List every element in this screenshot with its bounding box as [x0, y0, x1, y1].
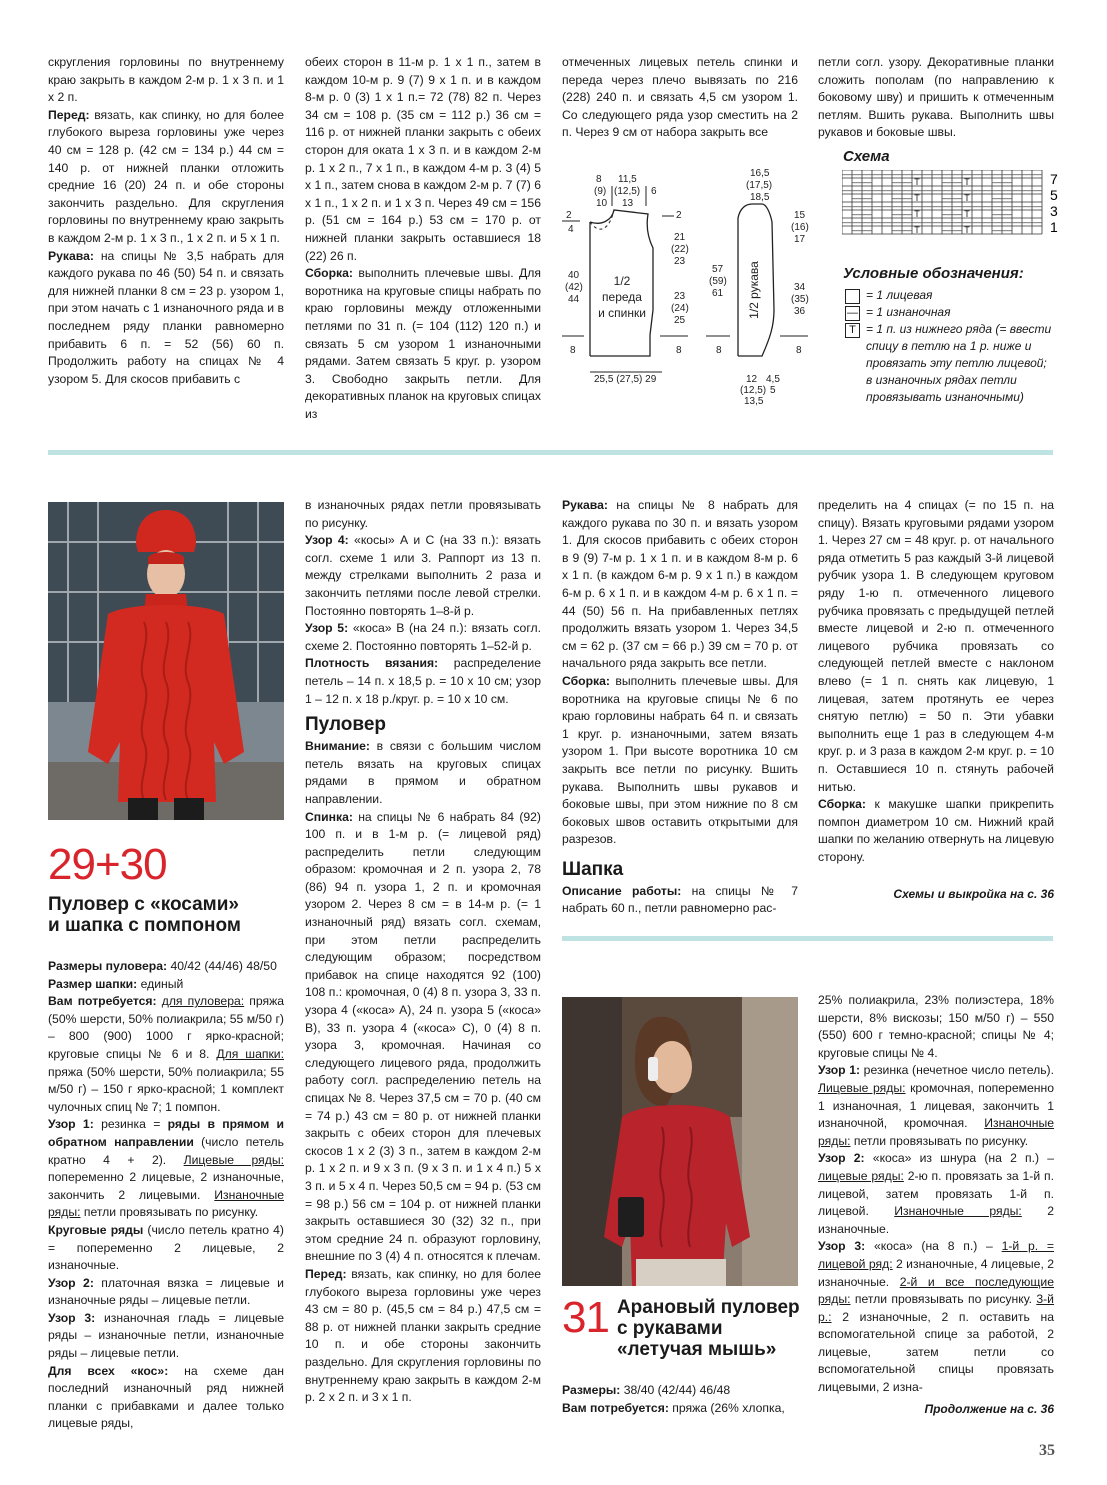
dim-label: 8 [596, 174, 602, 185]
footer-reference: Продолжение на с. 36 [924, 1402, 1054, 1416]
dim-label: (22) [671, 244, 689, 255]
svg-text:—: — [942, 185, 952, 195]
pattern-diagram [556, 160, 816, 410]
paragraph: обеих сторон в 11-м р. 1 х 1 п., затем в каждом 10-м р. 9 (7) 9 х 1 п. и в каждом 8-м р. 0 (3) 1 х 1 п.= 72 (78) 82 п. Через 34 см = 108 р. (35 см = 112 р.) 36 см = 116 р. от нижней планки закрыть с обеих сторон для оката 1 х 3 п. и в каждом 2-м р. 1 х 2 п., 7 х 1 п., в каждом 4-м р. 3 (4) 5 х 1 п., затем снова в каждом 2-м р. 7 (7) 6 х 1 п., 1 х 2 п. и 1 х 3 п. Через 49 см = 156 р. (51 см = 164 р.) 53 см = 170 р. от нижней планки закрыть оставшиеся 18 (22) 26 п. [305, 55, 542, 263]
svg-text:—: — [942, 193, 952, 203]
paragraph: Для всех «кос»: на схеме дан последний изнаночный ряд нижней планки с прибавками и далее только лицевые ряды, [48, 1363, 284, 1431]
svg-text:—: — [852, 193, 862, 203]
paragraph: Сборка: к макушке шапки прикрепить помпон диаметром 10 см. Нижний край шапки по желанию отвернуть на лицевую сторону. [818, 797, 1054, 864]
column-part [818, 497, 1054, 866]
svg-text:—: — [1032, 170, 1042, 179]
top-column-4 [818, 54, 1054, 142]
dim-label: (42) [565, 282, 583, 293]
svg-text:—: — [862, 177, 872, 187]
svg-text:—: — [952, 177, 962, 187]
project-1-column-4 [818, 497, 1054, 866]
legend [845, 287, 1055, 406]
svg-text:—: — [962, 185, 972, 195]
svg-text:—: — [852, 225, 862, 235]
svg-text:—: — [882, 201, 892, 211]
dim-label: (17,5) [746, 180, 773, 191]
product-photo-red-sweater [48, 502, 284, 820]
legend-text: = 1 изнаночная [866, 305, 951, 319]
schema-title: Схема [843, 148, 890, 165]
svg-text:—: — [882, 217, 892, 227]
paragraph: Узор 5: «коса» В (на 24 п.): вязать согл. схеме 2. Постоянно повторять 1–52-й р. [305, 621, 541, 653]
svg-text:—: — [1012, 185, 1022, 195]
paragraph: отмеченных лицевых петель спинки и переда через плечо вывязать по 216 (228) 240 п. и связать 4,5 см узором 1. Со следующего ряда узор сместить на 2 п. Через 9 см от набора закрыть все [562, 55, 798, 140]
top-column-1 [48, 54, 284, 388]
svg-text:—: — [1002, 170, 1012, 179]
svg-text:—: — [962, 201, 972, 211]
schema-row-number: 7 [1050, 171, 1058, 187]
section-divider [48, 450, 1053, 455]
column-part [305, 497, 541, 708]
paragraph: Узор 2: «коса» из шнура (на 2 п.) – лицевые ряды: 2-ю п. провязать за 1-й п. лицевой, затем провязать 1-й п. лицевой. Изнаночные ряды: 2 изнаночные. [818, 1151, 1055, 1236]
paragraph: Перед: вязать, как спинку, но для более глубокого выреза горловины уже через 43 см = 80 р. (45,5 см = 84 р.) 47,5 см = 88 р. от нижней планки закрыть средние 10 п. и обе стороны закончить раздельно. Для скругления горловины по внутреннему краю закрыть в каждом 2-м р. 2 х 2 п. и 3 х 1 п. [305, 1266, 541, 1405]
top-column-2 [305, 54, 541, 423]
dim-label: (16) [791, 222, 809, 233]
project-1-column-2 [305, 497, 541, 1407]
purl-symbol-icon: — [847, 307, 858, 319]
dim-label: 13,5 [744, 396, 764, 407]
dim-label: 8 [716, 345, 722, 356]
svg-text:—: — [922, 217, 932, 227]
legend-item [845, 321, 1055, 406]
legend-text: = 1 лицевая [866, 288, 933, 302]
svg-text:—: — [952, 217, 962, 227]
svg-text:—: — [962, 217, 972, 227]
dim-label: 12 [746, 374, 758, 385]
svg-text:—: — [902, 201, 912, 211]
svg-text:T: T [964, 177, 970, 187]
paragraph: Плотность вязания: распределение петель – 14 п. х 18,5 р. = 10 х 10 см; узор 1 – 12 п. х 18 р./круг. р. = 10 х 10 см. [305, 656, 541, 706]
svg-text:—: — [1032, 217, 1042, 227]
svg-text:—: — [862, 185, 872, 195]
project-2-column-3 [562, 1382, 798, 1417]
svg-text:—: — [852, 177, 862, 187]
body-label: и спинки [598, 306, 646, 320]
svg-text:—: — [892, 225, 902, 235]
paragraph: Внимание: в связи с большим числом петель вязать на круговых спицах рядами в прямом и обратном направлении. [305, 739, 541, 806]
dim-label: 13 [622, 198, 634, 209]
dim-label: 25,5 (27,5) 29 [594, 374, 657, 385]
project-number: 31 [562, 1293, 609, 1342]
dim-label: 61 [712, 288, 724, 299]
dim-label: 21 [674, 232, 686, 243]
project-1-column-3 [562, 497, 798, 918]
svg-text:—: — [932, 217, 942, 227]
dim-label: 16,5 [750, 168, 770, 179]
svg-text:—: — [922, 185, 932, 195]
svg-text:—: — [842, 185, 852, 195]
svg-text:—: — [852, 201, 862, 211]
svg-text:—: — [992, 217, 1002, 227]
svg-text:T: T [964, 209, 970, 219]
svg-text:—: — [952, 193, 962, 203]
svg-text:—: — [942, 170, 952, 179]
svg-text:—: — [992, 201, 1002, 211]
column-part [305, 738, 541, 1407]
svg-text:—: — [932, 185, 942, 195]
project-title: Пуловер с «косами» [48, 894, 239, 915]
svg-text:—: — [912, 170, 922, 179]
svg-text:—: — [882, 185, 892, 195]
section-divider [562, 936, 1053, 941]
svg-text:—: — [892, 201, 902, 211]
body-label: переда [602, 290, 642, 304]
schema-row-number: 1 [1050, 219, 1058, 235]
svg-text:—: — [902, 209, 912, 219]
svg-text:T: T [914, 177, 920, 187]
paragraph: Рукава: на спицы № 3,5 набрать для каждого рукава по 46 (50) 54 п. и связать для нижней планки 8 см = 23 р. узором 1, при этом начать с 1 изнаночного ряда и в последнем ряду планки равномерно прибавить 6 п. = 52 (56) 60 п. Продолжить работу на спицах № 4 узором 5. Для скосов прибавить с [48, 248, 284, 386]
svg-text:—: — [862, 217, 872, 227]
svg-text:—: — [1032, 201, 1042, 211]
dim-label: 17 [794, 234, 806, 245]
svg-text:—: — [952, 185, 962, 195]
section-heading-shapka: Шапка [562, 858, 624, 880]
column-part [562, 883, 798, 918]
dim-label: 8 [676, 345, 682, 356]
svg-text:—: — [842, 201, 852, 211]
paragraph: Узор 1: резинка (нечетное число петель). Лицевые ряды: кромочная, попеременно 1 изнаночная, 1 лицевая, закончить 1 изнаночной, кромочная. Изнаночные ряды: петли провязывать по рисунку. [818, 1063, 1054, 1148]
paragraph: пределить на 4 спицах (= по 15 п. на спицу). Вязать круговыми рядами узором 1. Через 27 см = 48 круг. р. от начального ряда отметить 5 раз каждый 3-й лицевой рубчик узора 1. В следующем круговом ряду 1-ю п. отмеченного лицевого рубчика провязать с предыдущей петлей вместе лицевой и 2-ю п. отмеченного лицевого рубчика провязать со следующей петлей вместе с наклоном влево (= 1 п. снять как лицевую, 1 лицевая, затем протянуть ее через снятую петлю) = 50 п. Эти убавки выполнить еще 1 раз в следующем 4-м круг. р. и 3 раза в каждом 2-м круг. р. = 10 п. Оставшиеся 10 п. стянуть рабочей нитью. [818, 498, 1054, 794]
svg-text:—: — [942, 209, 952, 219]
svg-text:—: — [1002, 177, 1012, 187]
svg-text:—: — [852, 185, 862, 195]
svg-text:—: — [912, 185, 922, 195]
svg-text:—: — [1002, 209, 1012, 219]
product-photo-aran-sweater [562, 997, 798, 1286]
project-title: и шапка с помпоном [48, 915, 241, 936]
dim-label: 15 [794, 210, 806, 221]
svg-text:—: — [862, 201, 872, 211]
dim-label: 18,5 [750, 192, 770, 203]
body-label: 1/2 [613, 274, 631, 288]
project-1-heading [48, 842, 288, 936]
svg-text:—: — [1012, 217, 1022, 227]
svg-text:—: — [992, 170, 1002, 179]
svg-text:—: — [1002, 201, 1012, 211]
svg-text:—: — [962, 170, 972, 179]
svg-text:—: — [872, 185, 882, 195]
svg-text:—: — [862, 170, 872, 179]
dim-label: (59) [709, 276, 727, 287]
dim-label: 36 [794, 306, 806, 317]
paragraph: Перед: вязать, как спинку, но для более глубокого выреза горловины уже через 40 см = 128 р. (42 см = 134 р.) 44 см = 140 р. от нижней планки отложить средние 16 (20) 24 п. и обе стороны закончить раздельно. Для скругления горловины по внутреннему краю закрыть в каждом 2-м р. 1 х 3 п., 1 х 2 п. и 5 х 1 п. [48, 107, 284, 245]
paragraph: 25% полиакрила, 23% полиэстера, 18% шерсти, 8% вискозы; 150 м/50 г) – 550 (550) 600 г темно-красной; спицы № 4; круговые спицы № 4. [818, 993, 1054, 1060]
page-number: 35 [1039, 1442, 1055, 1459]
dim-label: 11,5 [618, 174, 637, 185]
dim-label: 10 [596, 198, 608, 209]
svg-text:T: T [964, 193, 970, 203]
dim-label: 5 [770, 385, 776, 396]
svg-text:—: — [972, 185, 982, 195]
paragraph: Узор 4: «косы» А и С (на 33 п.): вязать согл. схеме 1 или 3. Раппорт из 13 п. между стрелками выполнить 2 раза и закончить петлями после левой стрелки. Постоянно повторять 1–8-й р. [305, 533, 541, 618]
svg-text:—: — [1022, 170, 1032, 179]
sleeve-label: 1/2 рукава [747, 261, 761, 319]
svg-text:—: — [992, 225, 1002, 235]
svg-text:—: — [932, 170, 942, 179]
dim-label: 23 [674, 256, 686, 267]
svg-text:—: — [982, 185, 992, 195]
project-1-column-1 [48, 958, 284, 1433]
dim-label: 8 [570, 345, 576, 356]
paragraph: Вам потребуется: для пуловера: пряжа (50% шерсти, 50% полиакрила; 55 м/50 г) – 800 (900) 1000 г ярко-красной; круговые спицы № 6 и 8. Для шапки: пряжа (50% шерсти, 50% полиакрила; 55 м/50 г) – 150 г ярко-красной; 1 комплект чулочных спиц № 7; 1 помпон. [48, 994, 285, 1114]
top-column-3 [562, 54, 798, 142]
svg-text:—: — [952, 170, 962, 179]
svg-text:—: — [872, 201, 882, 211]
svg-text:—: — [972, 217, 982, 227]
paragraph: Узор 3: «коса» (на 8 п.) – 1-й р. = лицевой ряд: 2 изнаночные, 4 лицевые, 2 изнаночные. 2-й и все последующие ряды: петли провязывать по рисунку. 3-й р.: 2 изнаночные, 2 п. оставить на вспомогательной спице за работой, 2 лицевые, затем петли со вспомогательной спицы провязать лицевыми, 2 изна- [818, 1239, 1055, 1395]
svg-text:—: — [912, 201, 922, 211]
paragraph: Размер шапки: единый [48, 976, 184, 991]
svg-text:—: — [1002, 217, 1012, 227]
svg-text:—: — [982, 201, 992, 211]
dim-label: 44 [568, 294, 580, 305]
schema-grid [842, 170, 1060, 240]
legend-title: Условные обозначения: [843, 265, 1024, 282]
svg-text:—: — [902, 225, 912, 235]
svg-text:T: T [964, 225, 970, 235]
dim-label: (9) [594, 186, 607, 197]
svg-text:T: T [914, 193, 920, 203]
svg-text:—: — [972, 170, 982, 179]
paragraph: Узор 2: платочная вязка = лицевые и изнаночные ряды – лицевые петли. [48, 1275, 284, 1308]
project-2-heading [562, 1295, 802, 1360]
svg-text:—: — [1012, 201, 1022, 211]
svg-text:—: — [1022, 201, 1032, 211]
paragraph: в изнаночных рядах петли провязывать по рисунку. [305, 498, 541, 530]
svg-text:—: — [882, 170, 892, 179]
svg-text:—: — [942, 225, 952, 235]
svg-text:—: — [872, 217, 882, 227]
paragraph: Рукава: на спицы № 8 набрать для каждого рукава по 30 п. и вязать узором 1. Для скосов прибавить с обеих сторон в 9 (9) 7-м р. 1 х 1 п. и в каждом 8-м р. 6 х 1 п. (в каждом 6-м р. 9 х 1 п.) в каждом 6-м р. 6 х 1 п. и в каждом 4-м р. 6 х 1 п. = 44 (50) 56 п. На прибавленных петлях продолжить вязать узором 1. Через 34,5 см = 62 р. (37 см = 66 р.) 39 см = 70 р. от начального ряда закрыть все петли. [562, 498, 798, 671]
schema-row-number: 5 [1050, 187, 1058, 203]
svg-text:—: — [902, 177, 912, 187]
dim-label: 4 [568, 224, 574, 235]
section-heading-pulover: Пуловер [305, 714, 387, 736]
dim-label: 4,5 [766, 374, 780, 385]
svg-text:—: — [1002, 185, 1012, 195]
dim-label: 2 [566, 210, 572, 221]
paragraph: Размеры: 38/40 (42/44) 46/48 [562, 1383, 731, 1397]
svg-text:—: — [1012, 170, 1022, 179]
dim-label: 8 [796, 345, 802, 356]
paragraph: Вам потребуется: пряжа (26% хлопка, [562, 1400, 785, 1415]
paragraph: Размеры пуловера: 40/42 (44/46) 48/50 [48, 959, 277, 973]
svg-text:—: — [852, 209, 862, 219]
schema-row-number: 3 [1050, 203, 1058, 219]
svg-text:T: T [914, 209, 920, 219]
svg-text:—: — [862, 193, 872, 203]
svg-text:—: — [892, 170, 902, 179]
stitch-below-symbol-icon: T [845, 323, 860, 338]
legend-item [845, 304, 1055, 321]
svg-text:—: — [942, 217, 952, 227]
paragraph: Круговые ряды (число петель кратно 4) = попеременно 2 лицевые, 2 изнаночные. [48, 1222, 284, 1273]
legend-text: = 1 п. из нижнего ряда (= ввести спицу в петлю на 1 р. ниже и провязать эту петлю лицевой; в изнаночных рядах петли провязывать изнаночными) [866, 322, 1052, 404]
dim-label: 25 [674, 315, 686, 326]
svg-text:—: — [852, 217, 862, 227]
paragraph: Сборка: выполнить плечевые швы. Для воротника на круговые спицы набрать по краю горловины между отложенными петлями по 31 п. (= 104 (112) 120 п.) и связать 5 см узором 1 изнаночными рядами. Затем связать 5 круг. р. узором 3. Свободно закрыть петли. Для декоративных планок на круговых спицах из [305, 266, 541, 421]
svg-text:—: — [1002, 225, 1012, 235]
paragraph: Сборка: выполнить плечевые швы. Для воротника на круговые спицы № 6 по краю горловины набрать 64 п. и связать 1 круг. р. изнаночными, затем вязать узором 1. При высоте воротника 10 см закрыть все петли по рисунку. Вшить рукава. Выполнить швы рукавов и боковые швы, при этом нижние по 8 см боковых швов оставить открытыми для разрезов. [562, 673, 798, 847]
legend-item [845, 287, 1055, 304]
svg-text:—: — [892, 217, 902, 227]
svg-text:T: T [914, 225, 920, 235]
dim-label: (35) [791, 294, 809, 305]
svg-text:—: — [862, 225, 872, 235]
svg-text:—: — [912, 217, 922, 227]
dim-label: 23 [674, 291, 686, 302]
column-part [562, 497, 798, 849]
project-title: с рукавами [616, 1318, 723, 1339]
svg-text:—: — [922, 201, 932, 211]
footer-reference: Схемы и выкройка на с. 36 [893, 887, 1054, 901]
svg-text:—: — [902, 217, 912, 227]
svg-text:—: — [1022, 185, 1032, 195]
svg-text:—: — [892, 185, 902, 195]
svg-text:—: — [922, 170, 932, 179]
svg-text:—: — [842, 217, 852, 227]
dim-label: (12,5) [740, 385, 767, 396]
svg-text:—: — [952, 201, 962, 211]
dim-label: 34 [794, 282, 806, 293]
svg-text:—: — [1022, 217, 1032, 227]
dim-label: (12,5) [614, 186, 641, 197]
svg-text:—: — [942, 177, 952, 187]
paragraph: Спинка: на спицы № 6 набрать 84 (92) 100 п. и в 1-м р. (= лицевой ряд) распределить петли следующим образом: кромочная и 2 п. узора 2, 78 (86) 94 п. узора 1, 2 п. и кромочная узором 2. Через 8 см = в 14-м р. (= 1 изнаночный ряд) вязать согл. схемам, при этом петли распределить следующим образом; посредством прибавок на спице находятся 92 (100) 108 п.: кромочная, 0 (4) 8 п. узора 3, 33 п. узора 4 («коса» А), 24 п. узора 5 («коса» В), 33 п. узора 4 («коса» С), 0 (4) 8 п. узора 3, кромочная. Начиная со следующего лицевого ряда, продолжить работу согл. распределению петель на спицах № 8. Через 37,5 см = 70 р. (40 см = 74 р.) 43 см = 80 р. от нижней планки закрыть с обеих сторон для плечевых скосов 1 х 2 (3) 3 п., затем в каждом 2-м р. 1 х 2 п. и 9 х 3 п. (9 х 3 п. и 1 х 4 п.) 5 х 3 п. и 5 х 4 п. Через 50,5 см = 94 р. (53 см = 98 р.) 56 см = 104 р. от нижней планки закрыть оставшиеся 30 (32) 32 п., при этом средние 24 п. образуют горловину, внешние по 3 (4) 4 п. относятся к плечам. [305, 809, 541, 1264]
dim-label: (24) [671, 303, 689, 314]
svg-text:—: — [992, 185, 1002, 195]
body-piece-dashes [590, 210, 614, 229]
svg-text:—: — [862, 209, 872, 219]
svg-text:—: — [852, 170, 862, 179]
svg-text:—: — [902, 185, 912, 195]
paragraph: Узор 3: изнаночная гладь = лицевые ряды – изнаночные петли, изнаночные ряды – лицевые петли. [48, 1310, 284, 1361]
svg-text:—: — [1032, 185, 1042, 195]
svg-text:—: — [982, 170, 992, 179]
svg-text:—: — [942, 201, 952, 211]
svg-text:—: — [972, 201, 982, 211]
paragraph: Узор 1: резинка = ряды в прямом и обратном направлении (число петель кратно 4 + 2). Лицевые ряды: попеременно 2 лицевые, 2 изнаночные, закончить 2 лицевыми. Изнаночные ряды: петли провязывать по рисунку. [48, 1117, 285, 1220]
svg-text:—: — [992, 177, 1002, 187]
project-number: 29+30 [48, 840, 167, 889]
svg-text:—: — [902, 193, 912, 203]
svg-text:—: — [902, 170, 912, 179]
svg-text:—: — [982, 217, 992, 227]
paragraph: петли согл. узору. Декоративные планки сложить пополам (по направлению к боковому шву) и пришить к отмеченным петлям. Вшить рукава. Выполнить швы рукавов и боковые швы. [818, 55, 1054, 140]
paragraph: скругления горловины по внутреннему краю закрыть в каждом 2-м р. 1 х 3 п. и 1 х 2 п. [48, 55, 284, 105]
svg-text:—: — [1002, 193, 1012, 203]
svg-text:—: — [872, 170, 882, 179]
svg-text:—: — [992, 209, 1002, 219]
dim-label: 2 [676, 210, 682, 221]
svg-text:—: — [892, 209, 902, 219]
paragraph: Описание работы: на спицы № 7 набрать 60 п., петли равномерно рас- [562, 883, 798, 916]
svg-text:—: — [952, 209, 962, 219]
svg-text:—: — [932, 201, 942, 211]
svg-text:—: — [892, 177, 902, 187]
svg-text:—: — [952, 225, 962, 235]
project-title: Арановый пуловер [616, 1297, 800, 1318]
dim-label: 57 [712, 264, 724, 275]
knit-symbol-icon [845, 289, 860, 304]
dim-label: 40 [568, 270, 580, 281]
project-2-column-4 [818, 992, 1054, 1397]
svg-text:—: — [892, 193, 902, 203]
project-title: «летучая мышь» [616, 1339, 777, 1360]
svg-text:—: — [842, 170, 852, 179]
dim-label: 6 [651, 186, 657, 197]
svg-text:—: — [992, 193, 1002, 203]
